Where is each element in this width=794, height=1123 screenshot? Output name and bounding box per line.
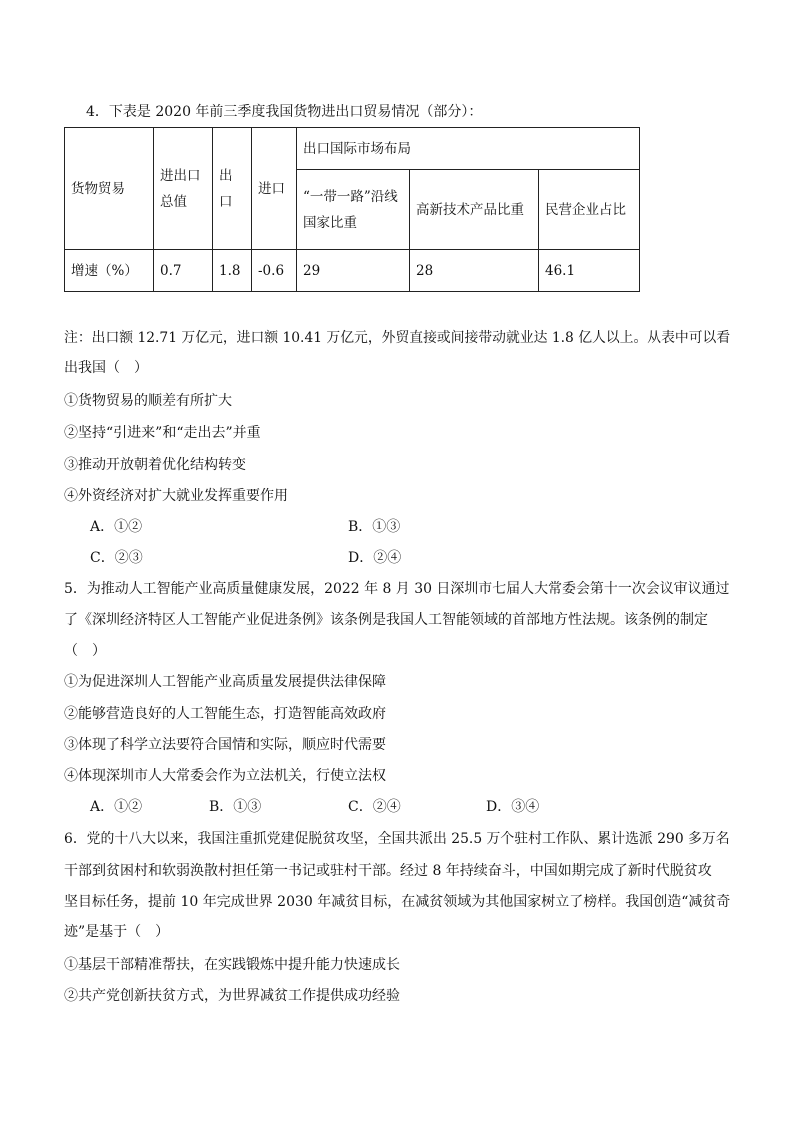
cell-export: 1.8 — [213, 250, 252, 292]
q5-line3: （ ） — [64, 643, 106, 659]
header-total — [154, 128, 213, 250]
q5-option-d[interactable]: D．③④ — [486, 799, 540, 815]
row-label: 增速（%） — [65, 250, 154, 292]
q4-option-c[interactable]: C．②③ — [90, 550, 143, 566]
q6-statement-2: ②共产党创新扶贫方式，为世界减贫工作提供成功经验 — [64, 988, 400, 1004]
q5-line2: 了《深圳经济特区人工智能产业促进条例》该条例是我国人工智能领域的首部地方性法规。该条例的制定 — [64, 612, 708, 628]
header-import: 进口 — [252, 128, 297, 250]
cell-import: -0.6 — [252, 250, 297, 292]
header-belt-line1: “一带一路”沿线 — [303, 188, 398, 205]
q4-option-a[interactable]: A．①② — [90, 519, 143, 535]
header-belt-road — [297, 170, 410, 250]
q6-line2: 干部到贫困村和软弱涣散村担任第一书记或驻村干部。经过 8 年持续奋斗，中国如期完成了新时代脱贫攻 — [64, 863, 712, 879]
q4-option-b[interactable]: B．①③ — [348, 519, 401, 535]
header-market-layout: 出口国际市场布局 — [297, 128, 640, 170]
q5-line1: 5．为推动人工智能产业高质量健康发展，2022 年 8 月 30 日深圳市七届人大常委会第十一次会议审议通过 — [64, 581, 730, 597]
q5-option-a[interactable]: A．①② — [90, 799, 143, 815]
q5-option-b[interactable]: B．①③ — [209, 799, 262, 815]
header-goods: 货物贸易 — [65, 128, 154, 250]
q5-option-c[interactable]: C．②④ — [348, 799, 401, 815]
q4-note-line2: 出我国（ ） — [64, 360, 148, 376]
cell-total: 0.7 — [154, 250, 213, 292]
header-total-line1: 进出口 — [160, 167, 201, 184]
trade-table — [64, 127, 640, 292]
q6-line4: 迹”是基于（ ） — [64, 924, 170, 940]
q5-statement-4: ④体现深圳市人大常委会作为立法机关，行使立法权 — [64, 768, 386, 784]
q5-statement-2: ②能够营造良好的人工智能生态，打造智能高效政府 — [64, 706, 386, 722]
header-belt-line2: 国家比重 — [303, 214, 357, 231]
q6-line3: 坚目标任务，提前 10 年完成世界 2030 年减贫目标，在减贫领域为其他国家树立了榜样。我国创造“减贫奇 — [64, 894, 731, 910]
q4-statement-3: ③推动开放朝着优化结构转变 — [64, 457, 246, 473]
header-total-line2: 总值 — [160, 193, 187, 210]
q4-note-line1: 注：出口额 12.71 万亿元，进口额 10.41 万亿元，外贸直接或间接带动就业达 1.8 亿人以上。从表中可以看 — [64, 330, 731, 346]
cell-belt-road: 29 — [297, 250, 410, 292]
cell-private: 46.1 — [539, 250, 640, 292]
header-export: 出口 — [213, 128, 252, 250]
header-hitech: 高新技术产品比重 — [410, 170, 539, 250]
q5-statement-3: ③体现了科学立法要符合国情和实际，顺应时代需要 — [64, 737, 386, 753]
q4-statement-1: ①货物贸易的顺差有所扩大 — [64, 393, 232, 409]
q4-statement-4: ④外资经济对扩大就业发挥重要作用 — [64, 488, 288, 504]
q6-line1: 6．党的十八大以来，我国注重抓党建促脱贫攻坚，全国共派出 25.5 万个驻村工作队、累计选派 290 多万名 — [64, 831, 730, 847]
q6-statement-1: ①基层干部精准帮扶，在实践锻炼中提升能力快速成长 — [64, 957, 400, 973]
header-private: 民营企业占比 — [539, 170, 640, 250]
cell-hitech: 28 — [410, 250, 539, 292]
q4-statement-2: ②坚持“引进来”和“走出去”并重 — [64, 425, 261, 441]
q5-statement-1: ①为促进深圳人工智能产业高质量发展提供法律保障 — [64, 674, 386, 690]
q4-title: 4．下表是 2020 年前三季度我国货物进出口贸易情况（部分）： — [86, 104, 483, 120]
q4-option-d[interactable]: D．②④ — [348, 550, 402, 566]
